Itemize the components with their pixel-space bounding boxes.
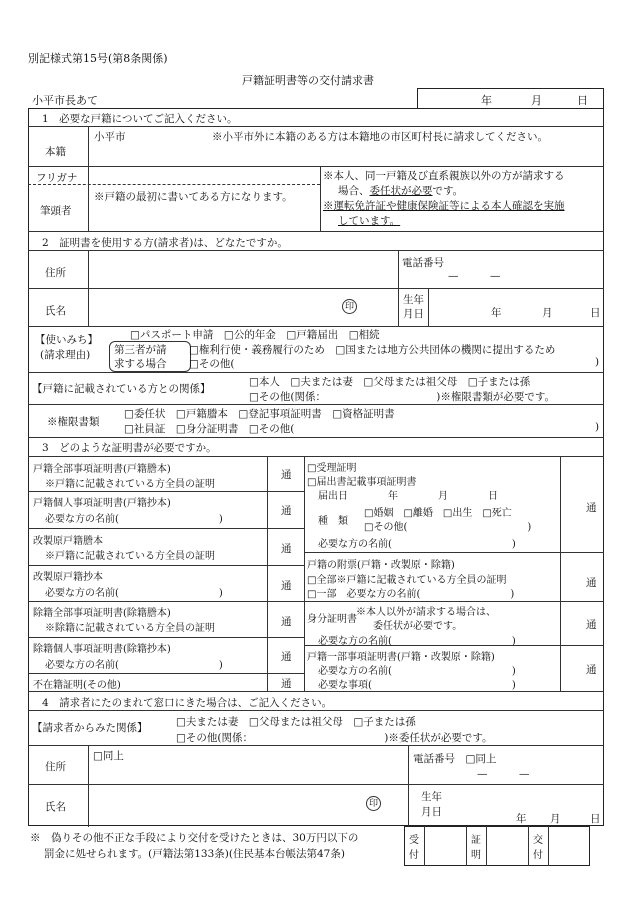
section4-heading: 4 請求者にたのまれて窓口にきた場合は、ご記入ください。 (42, 697, 333, 709)
authority-doc-label: ※権限書類 (47, 416, 100, 428)
notification-count[interactable]: 通 (586, 502, 597, 514)
cert-item-4-line1[interactable]: 改製原戸籍抄本 (33, 572, 103, 583)
notification-cert-option[interactable]: □届出書記載事項証明書 (307, 477, 417, 488)
mibun-cert-count[interactable]: 通 (586, 619, 597, 631)
purpose-other-close: ) (595, 356, 600, 368)
requester-birth-label-1: 生年 (403, 294, 424, 306)
cert-item-6-count[interactable]: 通 (281, 651, 292, 663)
hittousha-label: 筆頭者 (40, 205, 72, 217)
date-day-label: 日 (577, 94, 588, 107)
agent-seal: 印 (366, 796, 381, 811)
section2-heading: 2 証明書を使用する方(請求者)は、どなたですか。 (42, 237, 288, 249)
penalty-note-line1: ※ 偽りその他不正な手段により交付を受けたときは、30万円以下の (30, 832, 359, 844)
cert-item-6-line1[interactable]: 除籍個人事項証明書(除籍抄本) (33, 644, 171, 655)
purpose-other-option[interactable]: □その他( (189, 358, 235, 370)
requester-birth-year: 年 (491, 307, 502, 319)
requester-name-label: 氏名 (45, 305, 66, 317)
agent-relation-options[interactable]: □夫または妻 □父母または祖父母 □子または孫 (176, 716, 416, 728)
office-cert-label-1: 証 (471, 835, 481, 846)
relation-options[interactable]: □本人 □夫または妻 □父母または祖父母 □子または孫 (249, 376, 531, 388)
notification-kind-other[interactable]: □その他( ) (364, 522, 532, 533)
addressee: 小平市長あて (32, 94, 98, 107)
purpose-label: 【使いみち】 (35, 334, 98, 346)
purpose-label-sub: (請求理由) (40, 349, 91, 361)
authority-other-close: ) (595, 421, 600, 433)
furigana-label: フリガナ (36, 172, 78, 184)
cert-item-1-line1[interactable]: 戸籍全部事項証明書(戸籍謄本) (33, 464, 171, 475)
agent-relation-label: 【請求者からみた関係】 (32, 722, 148, 734)
honseki-note: ※小平市外に本籍のある方は本籍地の市区町村長に請求してください。 (212, 131, 548, 143)
mibun-cert-note-1: ※本人以外が請求する場合は、 (356, 607, 496, 618)
requester-phone-dash[interactable]: — — (448, 270, 501, 282)
notification-date[interactable]: 届出日 年 月 日 (318, 491, 498, 502)
section1-heading: 1 必要な戸籍についてご記入ください。 (42, 113, 238, 125)
penalty-note-line2: 罰金に処せられます。(戸籍法第133条)(住民基本台帳法第47条) (44, 848, 345, 860)
agent-address-same-check[interactable]: □同上 (93, 750, 124, 762)
section3-heading: 3 どのような証明書が必要ですか。 (42, 442, 217, 454)
page-title: 戸籍証明書等の交付請求書 (242, 74, 374, 87)
fuhyo-title[interactable]: 戸籍の附票(戸籍・改製原・除籍) (307, 560, 455, 571)
agent-birth-month: 月 (550, 813, 561, 825)
partial-cert-count[interactable]: 通 (586, 664, 597, 676)
requester-birth-label-2: 月日 (403, 308, 424, 320)
office-issue-label-2: 付 (533, 850, 543, 861)
cert-item-2-line1[interactable]: 戸籍個人事項証明書(戸籍抄本) (33, 498, 171, 509)
cert-item-2-line2[interactable]: 必要な方の名前( ) (45, 514, 223, 525)
third-party-label-1: 第三者が請 (114, 344, 167, 356)
authority-doc-options-1[interactable]: □委任状 □戸籍謄本 □登記事項証明書 □資格証明書 (124, 408, 395, 420)
honseki-value[interactable]: 小平市 (94, 131, 126, 143)
requester-seal: 印 (342, 299, 357, 314)
relation-other-option[interactable]: □その他(関係： )※権限書類が必要です。 (249, 391, 556, 403)
requester-name-field[interactable] (91, 290, 341, 324)
cert-item-3-count[interactable]: 通 (281, 543, 292, 555)
requester-address-field[interactable] (91, 252, 396, 286)
fuhyo-count[interactable]: 通 (586, 577, 597, 589)
agent-birth-day: 日 (590, 813, 601, 825)
third-party-label-2: 求する場合 (114, 358, 167, 370)
cert-item-5-line2: ※除籍に記載されている方全員の証明 (45, 623, 215, 634)
id-check-note-line2: しています。 (338, 215, 401, 227)
proxy-note-line2: 場合、委任状が必要です。 (338, 185, 464, 197)
agent-birth-label-2: 月日 (421, 806, 442, 818)
agent-phone-label[interactable]: 電話番号 □同上 (413, 753, 497, 765)
partial-cert-items[interactable]: 必要な事項( ) (318, 680, 516, 691)
notification-person-name[interactable]: 必要な方の名前( ) (318, 539, 516, 550)
notification-kind-label: 種 類 (318, 516, 348, 527)
juri-cert-option[interactable]: □受理証明 (307, 463, 357, 474)
requester-birth-day: 日 (590, 307, 601, 319)
date-year-label: 年 (481, 94, 492, 107)
agent-name-field[interactable] (91, 786, 361, 824)
notification-kind-options[interactable]: □婚姻 □離婚 □出生 □死亡 (364, 508, 512, 519)
cert-item-1-count[interactable]: 通 (281, 469, 292, 481)
partial-cert-person-name[interactable]: 必要な方の名前( ) (318, 666, 516, 677)
form-reference: 別記様式第15号(第8条関係) (28, 52, 168, 65)
mibun-cert-title[interactable]: 身分証明書 (307, 614, 357, 625)
agent-phone-dash[interactable]: — — (477, 768, 530, 780)
date-box[interactable] (417, 88, 604, 108)
office-issue-label-1: 交 (533, 835, 543, 846)
cert-item-4-line2[interactable]: 必要な方の名前( ) (45, 588, 223, 599)
agent-relation-other[interactable]: □その他(関係： )※委任状が必要です。 (176, 732, 493, 744)
requester-address-label: 住所 (45, 267, 66, 279)
authority-doc-options-2[interactable]: □社員証 □身分証明書 □その他( (124, 423, 295, 435)
cert-item-2-count[interactable]: 通 (281, 505, 292, 517)
agent-address-label: 住所 (45, 761, 66, 773)
fuhyo-partial-option[interactable]: □一部 必要な方の名前( ) (307, 589, 515, 600)
office-reception-label-1: 受 (409, 835, 419, 846)
agent-birth-label-1: 生年 (421, 791, 442, 803)
proxy-note-line1: ※本人、同一戸籍及び直系親族以外の方が請求する (323, 170, 565, 182)
mibun-cert-person-name[interactable]: 必要な方の名前( ) (318, 636, 516, 647)
partial-cert-title[interactable]: 戸籍一部事項証明書(戸籍・改製原・除籍) (307, 652, 495, 663)
fuhyo-all-option[interactable]: □全部※戸籍に記載されている方全員の証明 (307, 575, 507, 586)
cert-item-5-count[interactable]: 通 (281, 616, 292, 628)
cert-item-6-line2[interactable]: 必要な方の名前( ) (45, 660, 223, 671)
purpose-options-common[interactable]: □パスポート申請 □公的年金 □戸籍届出 □相続 (130, 329, 380, 341)
date-month-label: 月 (531, 94, 542, 107)
purpose-options-third-party[interactable]: □権利行使・義務履行のため □国または地方公共団体の機関に提出するため (189, 344, 556, 356)
cert-item-7-count[interactable]: 通 (281, 678, 292, 690)
cert-item-1-line2: ※戸籍に記載されている方全員の証明 (45, 479, 215, 490)
honseki-label: 本籍 (45, 146, 66, 158)
cert-item-3-line2: ※戸籍に記載されている方全員の証明 (45, 551, 215, 562)
agent-birth-year: 年 (516, 813, 527, 825)
agent-name-label: 氏名 (45, 801, 66, 813)
office-reception-label-2: 付 (409, 850, 419, 861)
id-check-note-line1: ※運転免許証や健康保険証等による本人確認を実施 (323, 200, 565, 212)
requester-birth-month: 月 (542, 307, 553, 319)
mibun-cert-note-2: 委任状が必要です。 (373, 621, 463, 632)
office-use-box (404, 826, 590, 866)
requester-phone-label: 電話番号 (402, 257, 444, 269)
hittousha-note: ※戸籍の最初に書いてある方になります。 (94, 191, 293, 203)
cert-item-7-line1[interactable]: 不在籍証明(その他) (33, 680, 121, 691)
cert-item-4-count[interactable]: 通 (281, 580, 292, 592)
relation-label: 【戸籍に記載されている方との関係】 (32, 383, 211, 395)
cert-item-5-line1[interactable]: 除籍全部事項証明書(除籍謄本) (33, 608, 171, 619)
cert-item-3-line1[interactable]: 改製原戸籍謄本 (33, 536, 103, 547)
office-cert-label-2: 明 (471, 850, 481, 861)
